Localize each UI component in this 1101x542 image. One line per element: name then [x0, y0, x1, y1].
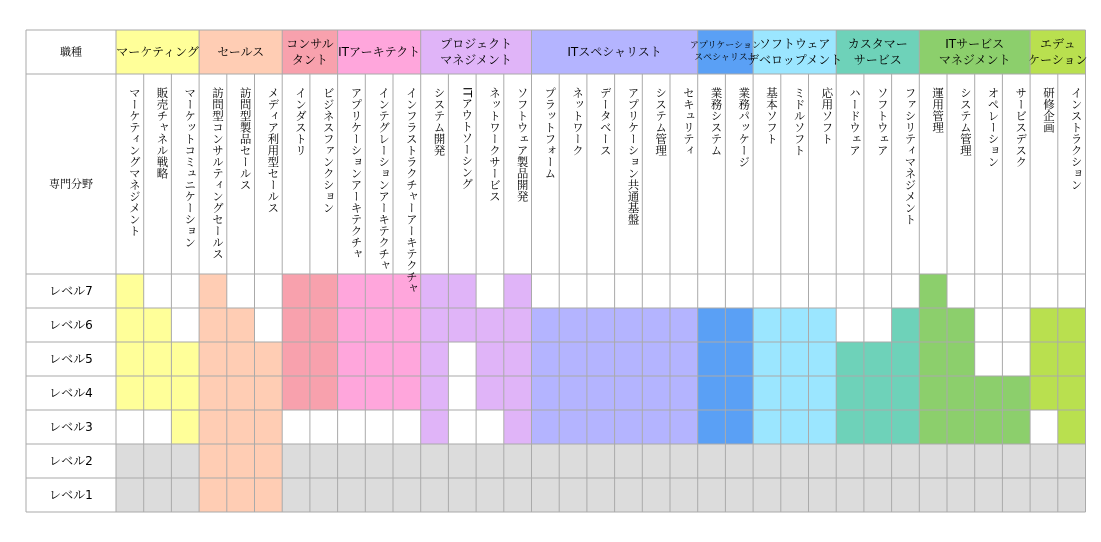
cell-5-0-lv6 [532, 308, 560, 342]
job-header-label: マネジメント [440, 53, 512, 67]
job-header-label: ソフトウェア [758, 37, 831, 51]
cell-0-1-lv5 [144, 342, 172, 376]
cell-1-2-lv1 [255, 478, 283, 512]
cell-5-3-lv6 [615, 308, 643, 342]
cell-5-1-lv4 [559, 376, 587, 410]
cell-5-3-lv1 [615, 478, 643, 512]
cell-7-2-lv3 [809, 410, 837, 444]
cell-3-1-lv5 [365, 342, 393, 376]
cell-7-2-lv2 [809, 444, 837, 478]
field-label: データベース [598, 87, 613, 156]
level-label: レベル2 [49, 454, 93, 468]
cell-6-1-lv2 [725, 444, 753, 478]
cell-4-0-lv3 [421, 410, 449, 444]
cell-4-1-lv2 [448, 444, 476, 478]
cell-7-0-lv5 [753, 342, 781, 376]
cell-0-1-lv6 [144, 308, 172, 342]
cell-9-2-lv1 [975, 478, 1003, 512]
cell-9-0-lv7 [919, 274, 947, 308]
cell-8-1-lv3 [864, 410, 892, 444]
cell-6-0-lv5 [698, 342, 726, 376]
cell-10-1-lv3 [1058, 410, 1086, 444]
field-label: インテグレーションアーキテクチャ [377, 87, 392, 271]
cell-5-1-lv3 [559, 410, 587, 444]
job-header-label: カスタマー [847, 37, 908, 51]
cell-9-1-lv2 [947, 444, 975, 478]
cell-7-1-lv3 [781, 410, 809, 444]
job-header-label: スペシャリスト [694, 53, 757, 63]
cell-6-1-lv4 [725, 376, 753, 410]
cell-5-3-lv2 [615, 444, 643, 478]
cell-5-2-lv2 [587, 444, 615, 478]
field-label: 販売チャネル戦略 [155, 87, 170, 179]
cell-7-1-lv4 [781, 376, 809, 410]
cell-9-2-lv4 [975, 376, 1003, 410]
cell-3-2-lv1 [393, 478, 421, 512]
cell-3-1-lv1 [365, 478, 393, 512]
cell-9-1-lv3 [947, 410, 975, 444]
field-label: マーケティングマネジメント [127, 87, 142, 237]
job-header-cell [698, 30, 753, 74]
cell-0-0-lv2 [116, 444, 144, 478]
job-header-label: ITサービス [945, 37, 1005, 51]
field-label: セキュリティ [681, 87, 696, 156]
cell-7-2-lv5 [809, 342, 837, 376]
field-label: インストラクション [1069, 87, 1084, 191]
cell-0-2-lv4 [171, 376, 199, 410]
cell-5-2-lv5 [587, 342, 615, 376]
cell-4-0-lv7 [421, 274, 449, 308]
cell-3-2-lv2 [393, 444, 421, 478]
cell-5-0-lv5 [532, 342, 560, 376]
job-header-label: マーケティング [116, 45, 199, 59]
job-header-label: コンサル [286, 37, 334, 51]
cell-5-4-lv2 [642, 444, 670, 478]
field-label: システム管理 [958, 87, 973, 156]
job-header-label: タント [291, 53, 328, 67]
cell-8-2-lv2 [892, 444, 920, 478]
cell-1-1-lv5 [227, 342, 255, 376]
field-label: ソフトウェア製品開発 [515, 87, 530, 202]
cell-1-0-lv6 [199, 308, 227, 342]
cell-5-1-lv6 [559, 308, 587, 342]
cell-8-2-lv1 [892, 478, 920, 512]
cell-5-0-lv4 [532, 376, 560, 410]
field-label: インフラストラクチャーアーキテクチャ [404, 87, 419, 294]
cell-8-0-lv3 [836, 410, 864, 444]
cell-4-0-lv4 [421, 376, 449, 410]
cell-3-1-lv4 [365, 376, 393, 410]
cell-9-2-lv3 [975, 410, 1003, 444]
cell-10-0-lv6 [1030, 308, 1058, 342]
cell-1-0-lv5 [199, 342, 227, 376]
cell-0-2-lv1 [171, 478, 199, 512]
job-header-label: マネジメント [938, 53, 1011, 67]
cell-0-0-lv7 [116, 274, 144, 308]
cell-5-0-lv3 [532, 410, 560, 444]
cell-2-0-lv1 [282, 478, 310, 512]
field-label: ハードウェア [848, 87, 863, 156]
job-header-label: ITアーキテクト [338, 45, 421, 59]
cell-7-1-lv2 [781, 444, 809, 478]
field-label: 運用管理 [931, 87, 946, 133]
cell-2-0-lv6 [282, 308, 310, 342]
field-label: マーケットコミュニケーション [183, 87, 198, 248]
cell-6-0-lv1 [698, 478, 726, 512]
job-header-label: デベロップメント [747, 53, 843, 67]
cell-7-0-lv1 [753, 478, 781, 512]
cell-3-0-lv4 [338, 376, 366, 410]
cell-5-1-lv2 [559, 444, 587, 478]
field-label: メディア利用型セールス [266, 87, 281, 214]
cell-9-3-lv3 [1002, 410, 1030, 444]
cell-4-2-lv1 [476, 478, 504, 512]
cell-5-1-lv1 [559, 478, 587, 512]
cell-3-1-lv7 [365, 274, 393, 308]
cell-7-0-lv6 [753, 308, 781, 342]
cell-7-2-lv1 [809, 478, 837, 512]
cell-9-0-lv1 [919, 478, 947, 512]
cell-10-1-lv5 [1058, 342, 1086, 376]
level-label: レベル1 [49, 488, 93, 502]
cell-8-0-lv4 [836, 376, 864, 410]
cell-0-0-lv1 [116, 478, 144, 512]
cell-7-1-lv1 [781, 478, 809, 512]
cell-6-0-lv3 [698, 410, 726, 444]
cell-3-0-lv7 [338, 274, 366, 308]
cell-1-2-lv2 [255, 444, 283, 478]
field-label: ITアウトソーシング [460, 87, 475, 190]
cell-8-2-lv5 [892, 342, 920, 376]
cell-7-2-lv6 [809, 308, 837, 342]
cell-8-0-lv1 [836, 478, 864, 512]
cell-5-2-lv3 [587, 410, 615, 444]
cell-2-1-lv2 [310, 444, 338, 478]
cell-6-0-lv4 [698, 376, 726, 410]
cell-2-1-lv1 [310, 478, 338, 512]
cell-9-3-lv4 [1002, 376, 1030, 410]
cell-6-1-lv5 [725, 342, 753, 376]
cell-1-0-lv1 [199, 478, 227, 512]
cell-4-2-lv6 [476, 308, 504, 342]
cell-5-3-lv5 [615, 342, 643, 376]
cell-2-0-lv2 [282, 444, 310, 478]
field-label: 訪問型コンサルティングセールス [210, 87, 225, 260]
cell-5-0-lv2 [532, 444, 560, 478]
cell-4-0-lv5 [421, 342, 449, 376]
cell-1-0-lv3 [199, 410, 227, 444]
cell-1-1-lv4 [227, 376, 255, 410]
cell-6-1-lv3 [725, 410, 753, 444]
cell-3-1-lv6 [365, 308, 393, 342]
cell-8-0-lv2 [836, 444, 864, 478]
cell-8-1-lv4 [864, 376, 892, 410]
cell-9-0-lv5 [919, 342, 947, 376]
job-header-label: サービス [853, 53, 902, 67]
cell-4-3-lv2 [504, 444, 532, 478]
cell-4-3-lv4 [504, 376, 532, 410]
cell-5-4-lv3 [642, 410, 670, 444]
cell-5-5-lv1 [670, 478, 698, 512]
cell-5-1-lv5 [559, 342, 587, 376]
cell-8-1-lv1 [864, 478, 892, 512]
cell-2-1-lv4 [310, 376, 338, 410]
cell-7-2-lv4 [809, 376, 837, 410]
field-label: サービスデスク [1014, 87, 1029, 168]
cell-1-1-lv3 [227, 410, 255, 444]
cell-5-2-lv6 [587, 308, 615, 342]
cell-4-0-lv2 [421, 444, 449, 478]
field-label: 研修企画 [1041, 87, 1056, 133]
cell-3-1-lv2 [365, 444, 393, 478]
field-label: システム管理 [654, 87, 669, 156]
cell-5-4-lv4 [642, 376, 670, 410]
field-label: 応用ソフト [820, 87, 835, 145]
cell-0-2-lv2 [171, 444, 199, 478]
cell-0-1-lv2 [144, 444, 172, 478]
cell-0-1-lv4 [144, 376, 172, 410]
cell-10-0-lv2 [1030, 444, 1058, 478]
cell-0-0-lv4 [116, 376, 144, 410]
cell-2-0-lv7 [282, 274, 310, 308]
cell-5-3-lv4 [615, 376, 643, 410]
cell-9-0-lv4 [919, 376, 947, 410]
cell-4-0-lv6 [421, 308, 449, 342]
job-header-label: ケーション [1028, 53, 1088, 67]
cell-9-1-lv4 [947, 376, 975, 410]
cell-9-0-lv6 [919, 308, 947, 342]
field-label: ネットワーク [571, 87, 586, 156]
cell-10-1-lv1 [1058, 478, 1086, 512]
cell-5-5-lv6 [670, 308, 698, 342]
cell-0-2-lv5 [171, 342, 199, 376]
cell-9-1-lv6 [947, 308, 975, 342]
cell-7-0-lv3 [753, 410, 781, 444]
cell-9-0-lv2 [919, 444, 947, 478]
cell-4-3-lv3 [504, 410, 532, 444]
cell-5-3-lv3 [615, 410, 643, 444]
cell-8-2-lv6 [892, 308, 920, 342]
cell-9-0-lv3 [919, 410, 947, 444]
cell-6-1-lv1 [725, 478, 753, 512]
field-label: インダストリ [294, 87, 309, 156]
cell-1-1-lv1 [227, 478, 255, 512]
cell-0-0-lv6 [116, 308, 144, 342]
field-label: ネットワークサービス [487, 87, 502, 202]
cell-4-3-lv6 [504, 308, 532, 342]
cell-1-1-lv6 [227, 308, 255, 342]
cell-5-5-lv2 [670, 444, 698, 478]
cell-6-1-lv6 [725, 308, 753, 342]
level-label: レベル7 [49, 284, 93, 298]
field-label: ビジネスファンクション [321, 87, 336, 214]
cell-0-2-lv3 [171, 410, 199, 444]
cell-6-0-lv6 [698, 308, 726, 342]
cell-4-3-lv5 [504, 342, 532, 376]
cell-1-2-lv3 [255, 410, 283, 444]
header-label: 職種 [60, 45, 82, 59]
field-label: 基本ソフト [764, 87, 779, 145]
cell-7-0-lv2 [753, 444, 781, 478]
cell-2-0-lv5 [282, 342, 310, 376]
cell-6-0-lv2 [698, 444, 726, 478]
subheader-label: 専門分野 [49, 177, 93, 191]
cell-8-1-lv5 [864, 342, 892, 376]
level-label: レベル5 [49, 352, 93, 366]
cell-4-2-lv2 [476, 444, 504, 478]
cell-1-2-lv4 [255, 376, 283, 410]
cell-2-1-lv5 [310, 342, 338, 376]
cell-4-1-lv7 [448, 274, 476, 308]
cell-4-2-lv5 [476, 342, 504, 376]
cell-10-0-lv1 [1030, 478, 1058, 512]
cell-4-3-lv1 [504, 478, 532, 512]
cell-1-2-lv5 [255, 342, 283, 376]
cell-8-2-lv4 [892, 376, 920, 410]
cell-9-1-lv5 [947, 342, 975, 376]
cell-8-2-lv3 [892, 410, 920, 444]
field-label: アプリケーションアーキテクチャ [349, 87, 364, 260]
cell-1-0-lv4 [199, 376, 227, 410]
field-label: プラットフォーム [543, 87, 558, 179]
cell-5-4-lv1 [642, 478, 670, 512]
field-label: ミドルソフト [792, 87, 807, 156]
cell-1-0-lv7 [199, 274, 227, 308]
cell-8-0-lv5 [836, 342, 864, 376]
cell-3-2-lv6 [393, 308, 421, 342]
job-header-label: アプリケーション [689, 41, 761, 51]
cell-4-2-lv4 [476, 376, 504, 410]
cell-7-1-lv5 [781, 342, 809, 376]
cell-5-5-lv4 [670, 376, 698, 410]
field-label: ソフトウェア [875, 87, 890, 156]
cell-5-0-lv1 [532, 478, 560, 512]
cell-4-1-lv6 [448, 308, 476, 342]
field-label: オペレーション [986, 87, 1001, 168]
cell-3-0-lv6 [338, 308, 366, 342]
cell-10-1-lv6 [1058, 308, 1086, 342]
cell-0-1-lv1 [144, 478, 172, 512]
cell-9-2-lv2 [975, 444, 1003, 478]
cell-5-5-lv5 [670, 342, 698, 376]
level-label: レベル4 [49, 386, 93, 400]
cell-4-1-lv1 [448, 478, 476, 512]
job-header-label: プロジェクト [440, 37, 512, 51]
cell-4-3-lv7 [504, 274, 532, 308]
cell-2-1-lv7 [310, 274, 338, 308]
job-header-label: ITスペシャリスト [567, 45, 662, 59]
cell-10-1-lv2 [1058, 444, 1086, 478]
cell-7-1-lv6 [781, 308, 809, 342]
cell-10-1-lv4 [1058, 376, 1086, 410]
cell-7-0-lv4 [753, 376, 781, 410]
job-header-label: エデュ [1039, 37, 1076, 51]
cell-3-2-lv5 [393, 342, 421, 376]
field-label: 訪問型製品セールス [238, 87, 253, 191]
level-label: レベル3 [49, 420, 93, 434]
cell-3-0-lv5 [338, 342, 366, 376]
cell-3-2-lv4 [393, 376, 421, 410]
cell-10-0-lv4 [1030, 376, 1058, 410]
cell-5-5-lv3 [670, 410, 698, 444]
cell-5-4-lv6 [642, 308, 670, 342]
cell-9-3-lv1 [1002, 478, 1030, 512]
field-label: システム開発 [432, 87, 447, 156]
field-label: 業務パッケージ [737, 87, 752, 168]
cell-9-3-lv2 [1002, 444, 1030, 478]
field-label: アプリケーション共通基盤 [626, 87, 641, 225]
cell-5-2-lv4 [587, 376, 615, 410]
cell-1-1-lv2 [227, 444, 255, 478]
cell-5-2-lv1 [587, 478, 615, 512]
field-label: 業務システム [709, 87, 724, 156]
cell-0-0-lv5 [116, 342, 144, 376]
cell-8-1-lv2 [864, 444, 892, 478]
cell-9-1-lv1 [947, 478, 975, 512]
level-label: レベル6 [49, 318, 93, 332]
cell-10-0-lv5 [1030, 342, 1058, 376]
job-header-label: セールス [217, 45, 265, 59]
cell-2-1-lv6 [310, 308, 338, 342]
field-label: ファシリティマネジメント [903, 87, 918, 225]
cell-1-0-lv2 [199, 444, 227, 478]
cell-5-4-lv5 [642, 342, 670, 376]
cell-4-0-lv1 [421, 478, 449, 512]
cell-3-0-lv1 [338, 478, 366, 512]
cell-2-0-lv4 [282, 376, 310, 410]
cell-3-0-lv2 [338, 444, 366, 478]
